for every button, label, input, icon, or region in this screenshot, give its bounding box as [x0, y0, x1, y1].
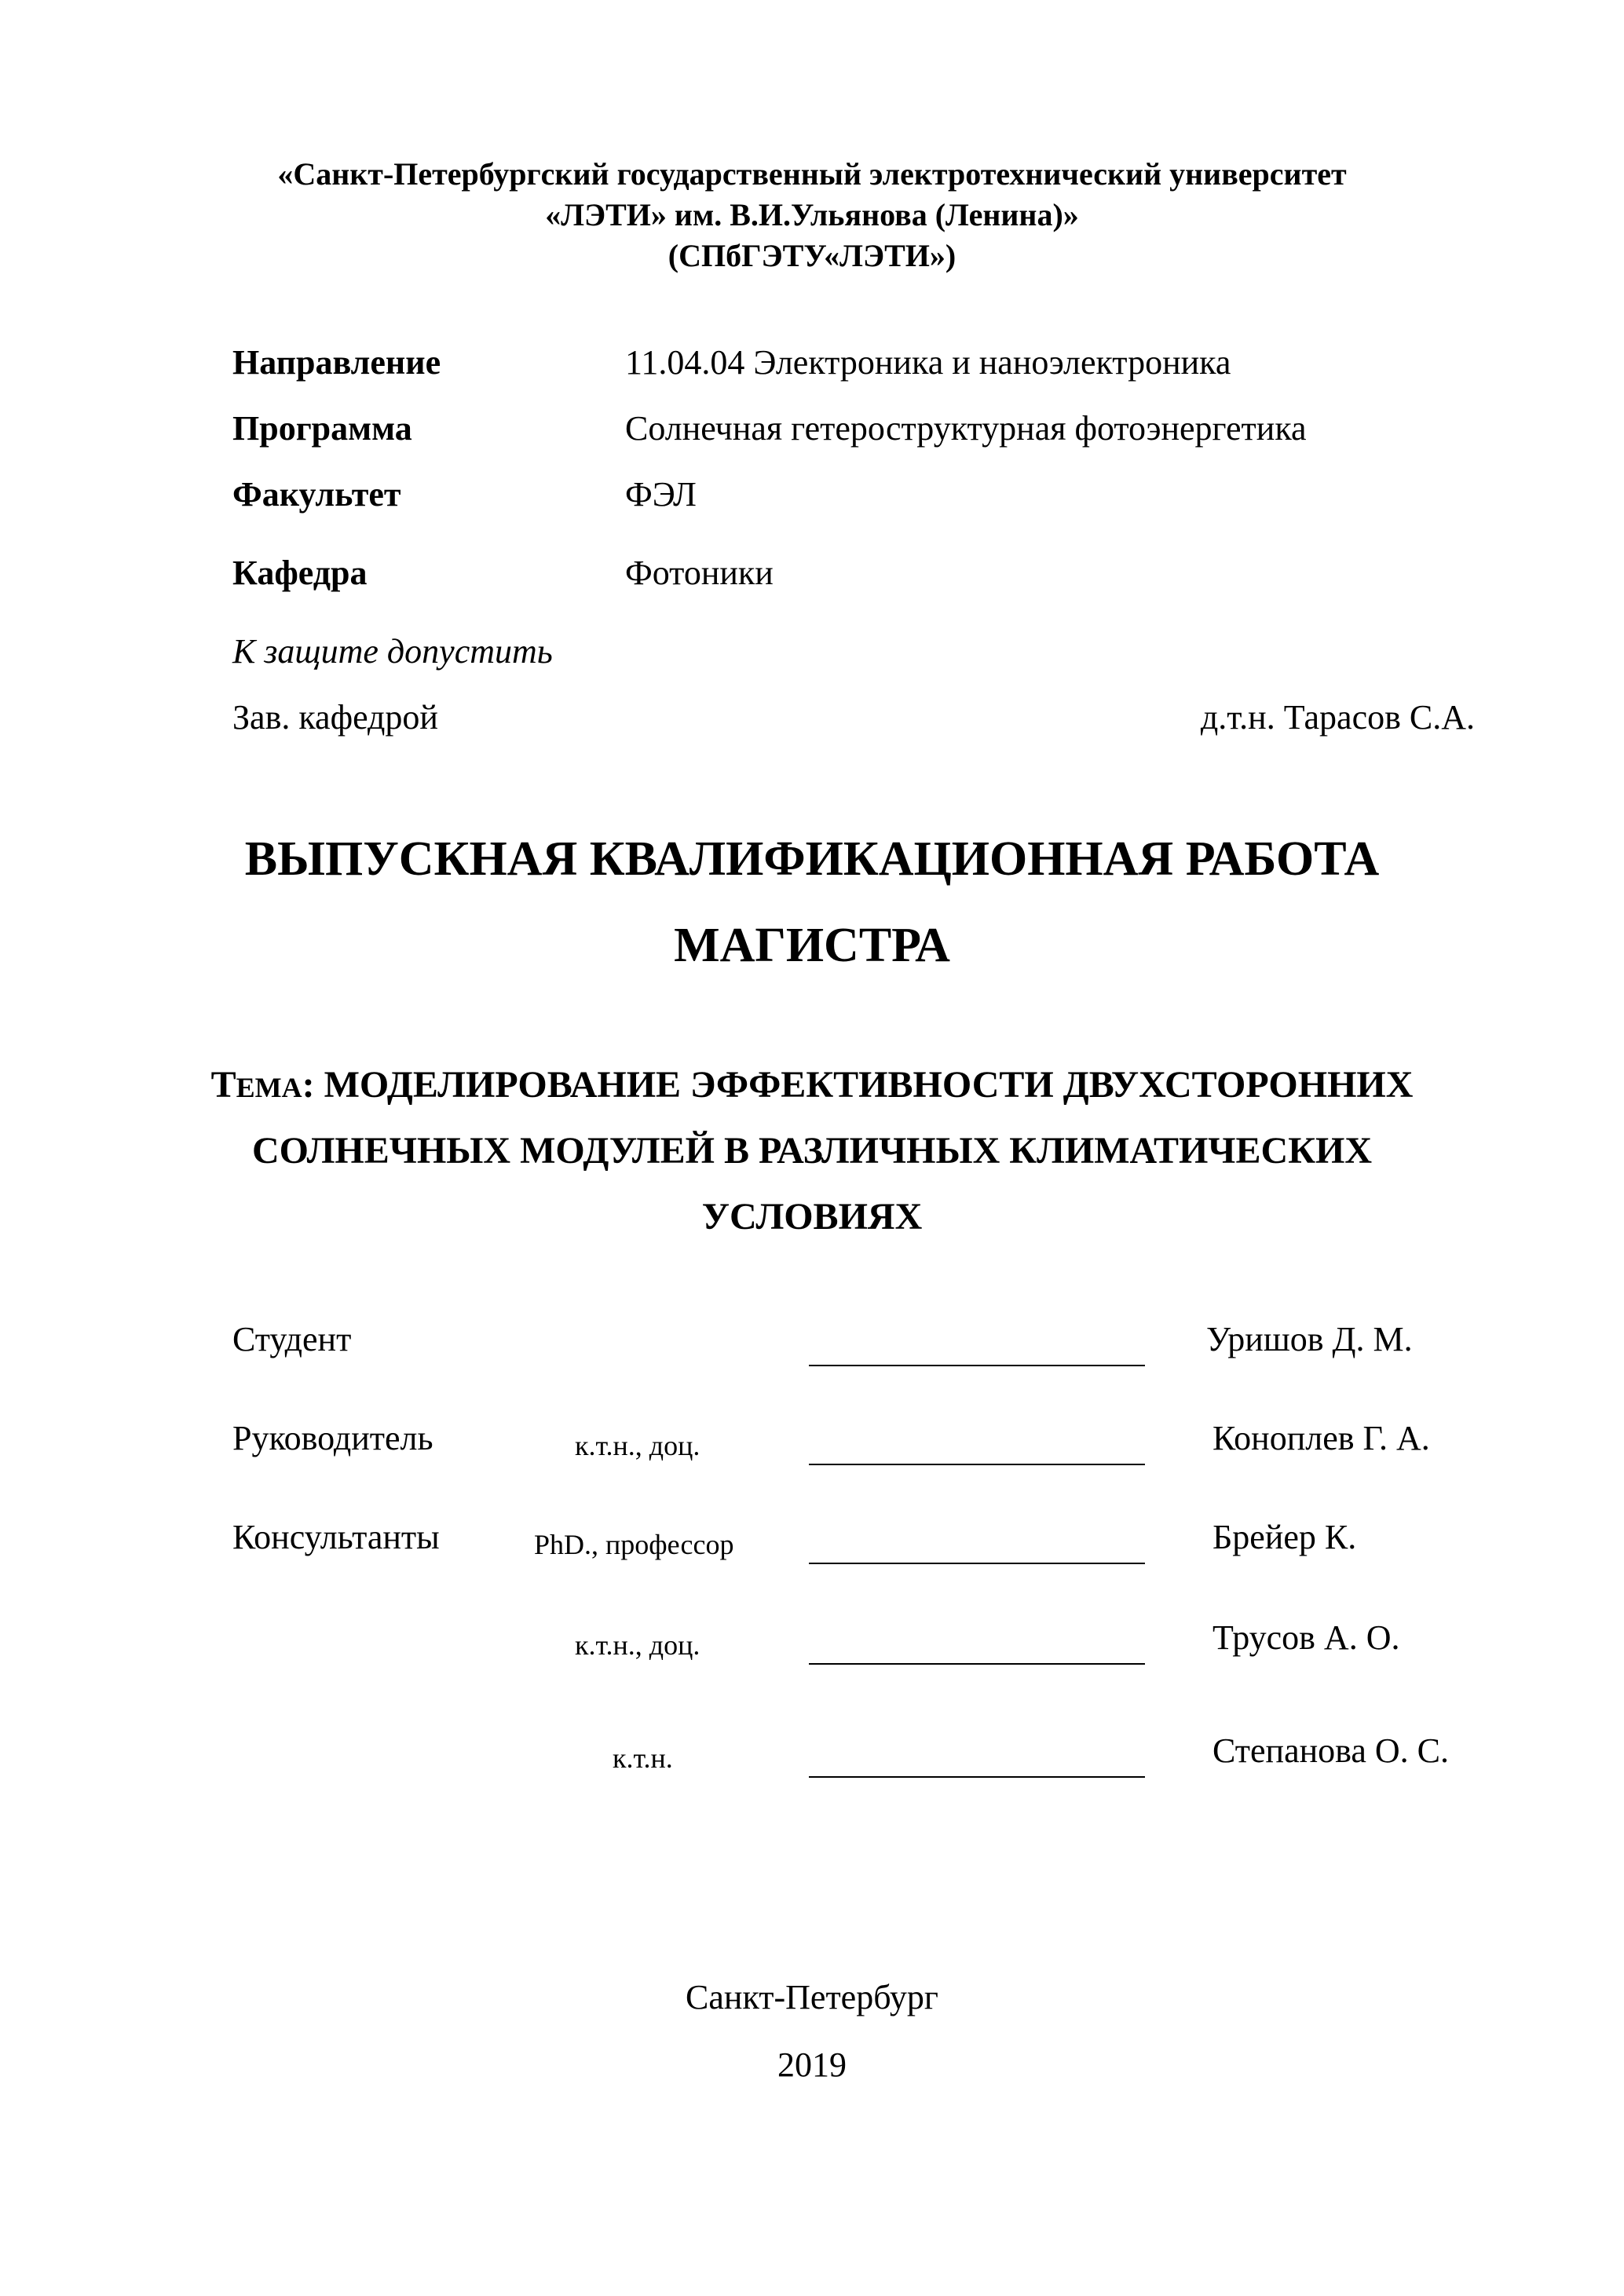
theme-prefix-initial: Т	[210, 1064, 236, 1106]
department-value: Фотоники	[625, 554, 774, 592]
program-label: Программа	[232, 409, 412, 448]
supervisor-degree: к.т.н., доц.	[575, 1430, 700, 1461]
work-title-line2: МАГИСТРА	[674, 919, 950, 972]
admission-label: К защите допустить	[232, 632, 553, 671]
university-abbreviation: (СПбГЭТУ«ЛЭТИ»)	[668, 238, 956, 273]
consultant1-name: Брейер К.	[1213, 1518, 1357, 1556]
theme-text-line1: МОДЕЛИРОВАНИЕ ЭФФЕКТИВНОСТИ ДВУХСТОРОННИХ	[314, 1064, 1414, 1106]
theme-prefix-colon: :	[302, 1064, 315, 1106]
direction-value: 11.04.04 Электроника и наноэлектроника	[625, 343, 1231, 382]
supervisor-signature-line	[809, 1464, 1145, 1465]
consultant2-degree: к.т.н., доц.	[575, 1629, 700, 1661]
student-name: Уришов Д. М.	[1206, 1320, 1413, 1358]
consultant1-signature-line	[809, 1563, 1145, 1564]
theme-line2: СОЛНЕЧНЫХ МОДУЛЕЙ В РАЗЛИЧНЫХ КЛИМАТИЧЕСКИХ	[251, 1130, 1373, 1172]
head-of-department-name: д.т.н. Тарасов С.А.	[1200, 698, 1475, 737]
consultant2-name: Трусов А. О.	[1213, 1618, 1400, 1657]
university-name-line2: «ЛЭТИ» им. В.И.Ульянова (Ленина)»	[545, 197, 1079, 232]
faculty-value: ФЭЛ	[625, 475, 697, 514]
student-signature-line	[809, 1365, 1145, 1366]
department-label: Кафедра	[232, 554, 368, 592]
theme-prefix	[211, 1064, 315, 1106]
head-of-department-role: Зав. кафедрой	[232, 698, 438, 737]
consultant3-degree: к.т.н.	[613, 1742, 673, 1774]
theme-line1	[0, 1062, 1624, 1111]
consultant3-signature-line	[809, 1776, 1145, 1778]
consultant3-name: Степанова О. С.	[1213, 1731, 1449, 1770]
supervisor-role: Руководитель	[232, 1419, 433, 1457]
student-role: Студент	[232, 1320, 352, 1358]
work-title-line1: ВЫПУСКНАЯ КВАЛИФИКАЦИОННАЯ РАБОТА	[244, 832, 1380, 886]
consultants-role: Консультанты	[232, 1518, 440, 1556]
university-name-line1: «Санкт-Петербургский государственный электротехнический университет	[277, 156, 1347, 192]
year: 2019	[777, 2046, 847, 2084]
city: Санкт-Петербург	[686, 1978, 938, 2016]
supervisor-name: Коноплев Г. А.	[1213, 1419, 1430, 1457]
consultant2-signature-line	[809, 1663, 1145, 1665]
theme-line3: УСЛОВИЯХ	[701, 1196, 923, 1238]
program-value: Солнечная гетероструктурная фотоэнергетика	[625, 409, 1307, 448]
consultant1-degree: PhD., профессор	[534, 1529, 734, 1560]
theme-prefix-rest: ЕМА	[236, 1072, 302, 1103]
direction-label: Направление	[232, 343, 441, 382]
faculty-label: Факультет	[232, 475, 401, 514]
